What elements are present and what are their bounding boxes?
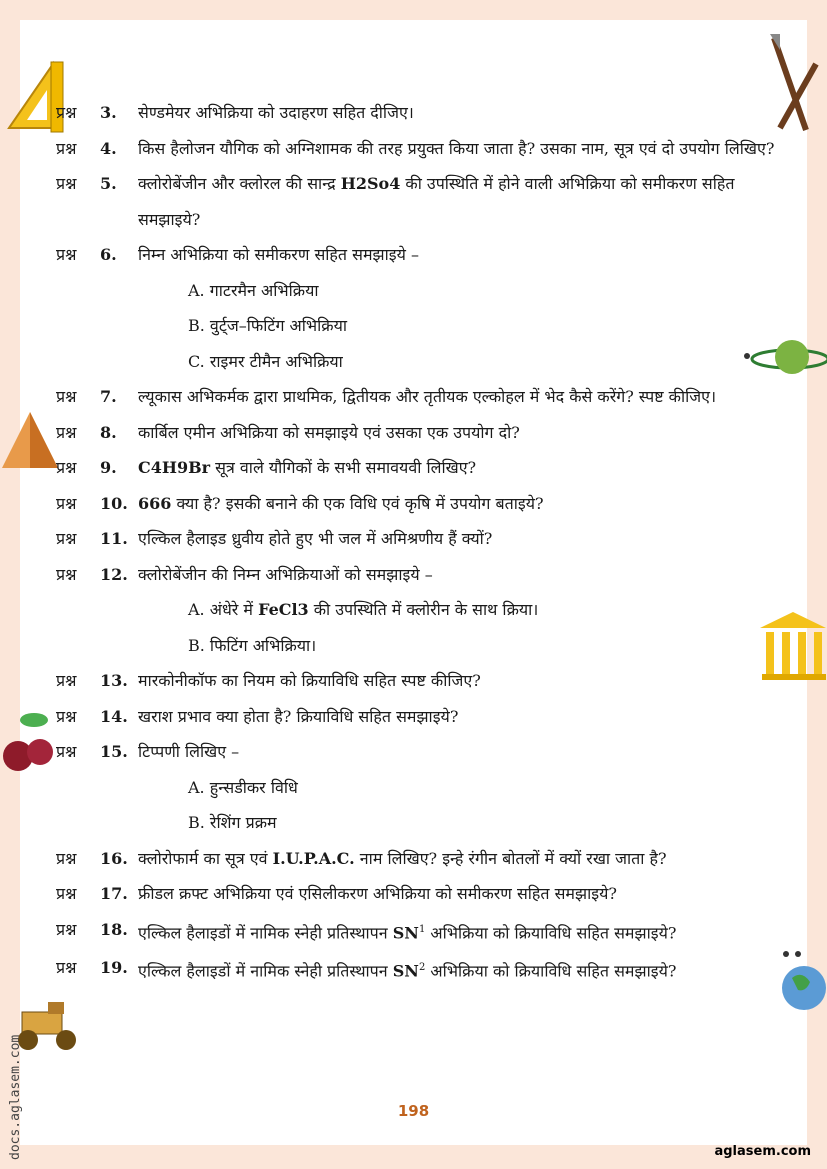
page-number: 198 [397, 1102, 430, 1120]
question-label: प्रश्न [56, 138, 77, 158]
question-text-part: नाम लिखिए? इन्हे रंगीन बोतलों में क्यों रखा जाता है? [354, 848, 667, 868]
question-text [138, 486, 786, 522]
question-item [56, 95, 786, 131]
question-number: 10. [100, 493, 128, 513]
question-label: प्रश्न [56, 564, 77, 584]
question-text: मारकोनीकॉफ का नियम को क्रियाविधि सहित स्पष्ट कीजिए? [138, 671, 481, 690]
question-text: किस हैलोजन यौगिक को अग्निशामक की तरह प्रयुक्त किया जाता है? उसका नाम, सूत्र एवं दो उपयोग लिखिए? [138, 138, 775, 158]
side-watermark: docs.aglasem.com [8, 1034, 23, 1160]
question-text-part: सूत्र वाले यौगिकों के सभी समावयवी लिखिए? [210, 458, 477, 477]
question-label: प्रश्न [56, 387, 77, 406]
chemical-formula: 666 [138, 493, 172, 513]
chemical-formula: C4H9Br [138, 458, 211, 477]
question-number: 5. [100, 174, 117, 193]
question-number: 12. [100, 564, 128, 584]
question-label: प्रश्न [56, 529, 77, 548]
question-label: प्रश्न [56, 958, 77, 978]
question-text-part: क्लोरोबेंजीन और क्लोरल की सान्द्र [138, 174, 341, 193]
question-text: एल्किल हैलाइड ध्रुवीय होते हुए भी जल में अमिश्रणीय हैं क्यों? [138, 529, 493, 548]
question-number: 16. [100, 848, 128, 868]
question-number: 14. [100, 706, 128, 726]
question-label: प्रश्न [56, 245, 77, 264]
question-text: टिप्पणी लिखिए – [138, 742, 240, 761]
question-list [56, 95, 786, 989]
chemical-formula: H2So4 [340, 174, 401, 193]
question-label: प्रश्न [56, 919, 77, 939]
sub-text-part: की उपस्थिति में क्लोरीन के साथ क्रिया। [308, 600, 539, 619]
question-item [56, 379, 786, 415]
question-label: प्रश्न [56, 884, 77, 903]
question-item [56, 841, 786, 877]
question-text-part: अभिक्रिया को क्रियाविधि सहित समझाइये? [425, 961, 677, 981]
question-item [56, 237, 786, 273]
question-number: 9. [100, 458, 117, 477]
question-number: 13. [100, 671, 128, 690]
question-item [56, 415, 786, 451]
question-text-part: एल्किल हैलाइडों में नामिक स्नेही प्रतिस्थापन [138, 922, 393, 942]
question-label: प्रश्न [56, 458, 77, 477]
question-item [56, 486, 786, 522]
sub-text-part: A. अंधेरे में [188, 600, 259, 619]
question-item [56, 950, 786, 989]
question-label: प्रश्न [56, 706, 77, 726]
pyramid-icon [0, 410, 60, 470]
sub-item: B. रेशिंग प्रक्रम [188, 813, 277, 832]
sub-text-part: B. फिटिंग अभिक्रिया। [188, 635, 317, 655]
question-item [56, 166, 786, 237]
question-number: 11. [100, 529, 128, 548]
chemical-formula: SN [392, 961, 419, 981]
question-text [138, 912, 786, 951]
question-item [56, 734, 786, 770]
question-text: सेण्डमेयर अभिक्रिया को उदाहरण सहित दीजिए। [138, 103, 414, 122]
site-footer: aglasem.com [714, 1144, 811, 1159]
question-number: 8. [100, 422, 117, 442]
question-text: ल्यूकास अभिकर्मक द्वारा प्राथमिक, द्वितीयक और तृतीयक एल्कोहल में भेद कैसे करेंगे? स्पष्ट कीजिए। [138, 387, 717, 406]
question-item [56, 557, 786, 593]
question-item [56, 131, 786, 167]
question-item [56, 450, 786, 486]
question-label: प्रश्न [56, 103, 77, 122]
question-text-part: की उपस्थिति में होने वाली अभिक्रिया को समीकरण सहित समझाइये? [138, 174, 735, 229]
question-label: प्रश्न [56, 848, 77, 868]
superscript: 2 [418, 962, 426, 974]
question-text-part: अभिक्रिया को क्रियाविधि सहित समझाइये? [425, 922, 677, 942]
question-item [56, 912, 786, 951]
question-number: 3. [100, 103, 117, 122]
question-text: निम्न अभिक्रिया को समीकरण सहित समझाइये – [138, 245, 419, 264]
question-text-part: क्या है? इसकी बनाने की एक विधि एवं कृषि में उपयोग बताइये? [171, 493, 544, 513]
berries-icon [0, 708, 58, 778]
question-label: प्रश्न [56, 493, 77, 513]
chemical-formula: FeCl3 [258, 600, 309, 619]
question-label: प्रश्न [56, 742, 77, 761]
question-text [138, 950, 786, 989]
question-text-part: क्लोरोफार्म का सूत्र एवं [138, 848, 273, 868]
sub-item [56, 592, 786, 628]
sub-item: A. हुन्सडीकर विधि [188, 777, 298, 797]
sub-item: C. राइमर टीमैन अभिक्रिया [188, 351, 343, 371]
question-text: फ्रीडल क्रफ्ट अभिक्रिया एवं एसिलीकरण अभिक्रिया को समीकरण सहित समझाइये? [138, 884, 617, 903]
sub-item [56, 628, 786, 664]
question-number: 17. [100, 884, 128, 903]
chemical-formula: I.U.P.A.C. [272, 848, 355, 868]
question-text [138, 841, 786, 877]
question-item [56, 521, 786, 557]
question-text: खराश प्रभाव क्या होता है? क्रियाविधि सहित समझाइये? [138, 706, 459, 726]
question-label: प्रश्न [56, 174, 77, 193]
question-item [56, 876, 786, 912]
superscript: 1 [418, 923, 426, 935]
question-item [56, 699, 786, 735]
question-number: 15. [100, 742, 128, 761]
question-number: 19. [100, 958, 128, 978]
question-text [138, 166, 786, 237]
question-text-part: एल्किल हैलाइडों में नामिक स्नेही प्रतिस्थापन [138, 961, 393, 981]
question-text [138, 450, 786, 486]
chemical-formula: SN [392, 922, 419, 942]
question-text: कार्बिल एमीन अभिक्रिया को समझाइये एवं उसका एक उपयोग दो? [138, 422, 520, 442]
question-number: 7. [100, 387, 117, 406]
sub-item: B. वुर्ट्ज–फिटिंग अभिक्रिया [188, 316, 348, 335]
question-number: 4. [100, 138, 117, 158]
question-text: क्लोरोबेंजीन की निम्न अभिक्रियाओं को समझाइये – [138, 564, 433, 584]
question-label: प्रश्न [56, 671, 77, 690]
sub-item: A. गाटरमैन अभिक्रिया [188, 280, 319, 300]
question-number: 6. [100, 245, 117, 264]
question-label: प्रश्न [56, 422, 77, 442]
question-number: 18. [100, 919, 128, 939]
question-item [56, 663, 786, 699]
